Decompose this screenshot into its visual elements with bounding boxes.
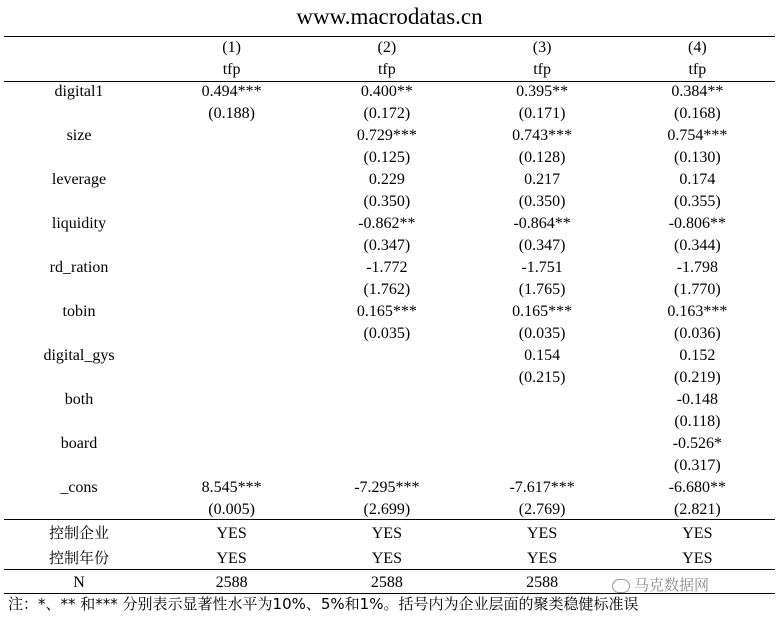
- variable-label: rd_ration: [49, 259, 109, 276]
- coef-value: 0.729***: [356, 127, 417, 144]
- coef-value: 0.395**: [516, 83, 569, 100]
- coef-row: [4, 477, 775, 499]
- coef-value: -0.862**: [358, 215, 416, 232]
- observations-value: 2588: [526, 574, 559, 591]
- coef-row: [4, 433, 775, 455]
- coef-value: -0.864**: [513, 215, 571, 232]
- header-corner: [4, 36, 154, 59]
- se-value: (0.035): [518, 325, 566, 342]
- coef-value: 0.217: [524, 171, 561, 188]
- se-row: [4, 367, 775, 389]
- coef-value: 0.174: [679, 171, 716, 188]
- coef-value: [154, 169, 309, 191]
- coef-value: [154, 345, 309, 367]
- coef-value: -0.806**: [668, 215, 727, 232]
- se-label-blank: [4, 499, 154, 521]
- watermark: [612, 574, 709, 595]
- se-value: [154, 323, 309, 345]
- variable-label: both: [64, 391, 94, 408]
- se-value: (0.215): [518, 369, 566, 386]
- se-row: [4, 411, 775, 433]
- se-value: (0.172): [363, 105, 411, 122]
- control-row: [4, 546, 775, 571]
- header-depvar-row: [4, 59, 775, 81]
- variable-label: tobin: [62, 303, 96, 320]
- controls-body: [4, 521, 775, 571]
- se-row: [4, 235, 775, 257]
- se-value: (0.355): [674, 193, 721, 210]
- se-value: [154, 411, 309, 433]
- variable-label: digital1: [54, 83, 104, 100]
- coef-value: 0.494***: [201, 83, 262, 100]
- control-label: 控制企业: [48, 524, 109, 542]
- control-value: YES: [371, 525, 402, 542]
- coef-value: [154, 257, 309, 279]
- coef-value: [309, 389, 464, 411]
- col-number: (4): [688, 38, 707, 56]
- se-value: [154, 191, 309, 213]
- se-value: (1.765): [518, 281, 566, 298]
- coef-value: 0.754***: [667, 127, 728, 144]
- se-value: [154, 455, 309, 477]
- depvar-label: tfp: [377, 61, 396, 78]
- observations-value: 2588: [370, 574, 403, 591]
- coef-value: [154, 301, 309, 323]
- se-value: (0.035): [363, 325, 411, 342]
- depvar-label: tfp: [222, 61, 241, 78]
- se-label-blank: [4, 103, 154, 125]
- coef-value: -1.772: [366, 259, 408, 276]
- se-value: [309, 455, 464, 477]
- control-value: YES: [216, 525, 247, 542]
- col-number: (1): [222, 38, 241, 56]
- coef-value: 0.384**: [671, 83, 724, 100]
- se-row: [4, 103, 775, 125]
- coef-value: -0.526*: [672, 435, 723, 452]
- coef-value: -1.751: [521, 259, 563, 276]
- coef-row: [4, 301, 775, 323]
- control-value: YES: [371, 550, 402, 567]
- control-value: YES: [682, 525, 713, 542]
- se-row: [4, 499, 775, 521]
- coef-value: [154, 213, 309, 235]
- coef-value: -6.680**: [668, 479, 727, 496]
- coef-row: [4, 213, 775, 235]
- se-value: (0.188): [208, 105, 255, 122]
- page-title: www.macrodatas.cn: [296, 4, 483, 29]
- coef-value: 0.163***: [667, 303, 728, 320]
- control-value: YES: [216, 550, 247, 567]
- coefficient-body: [4, 81, 775, 521]
- depvar-label: tfp: [533, 61, 552, 78]
- se-value: [154, 279, 309, 301]
- coef-value: [465, 433, 620, 455]
- se-label-blank: [4, 235, 154, 257]
- se-value: [309, 411, 464, 433]
- control-row: [4, 521, 775, 546]
- coef-value: 0.743***: [512, 127, 573, 144]
- control-value: YES: [527, 550, 558, 567]
- observations-value: 2588: [215, 574, 248, 591]
- se-value: (0.347): [363, 237, 411, 254]
- coef-value: [309, 433, 464, 455]
- header-number-row: [4, 36, 775, 59]
- coef-row: [4, 169, 775, 191]
- se-label-blank: [4, 411, 154, 433]
- coef-value: [154, 125, 309, 147]
- variable-label: size: [66, 127, 92, 144]
- table-note: 注：*、** 和*** 分别表示显著性水平为10%、5%和1%。括号内为企业层面的聚类稳健标准误: [8, 595, 639, 613]
- observations-label: N: [73, 574, 85, 591]
- se-value: [309, 367, 464, 389]
- variable-label: liquidity: [51, 215, 107, 232]
- coef-value: -7.617***: [509, 479, 575, 496]
- se-value: [154, 147, 309, 169]
- coef-value: 0.400**: [360, 83, 413, 100]
- se-value: [154, 367, 309, 389]
- coef-value: -1.798: [676, 259, 719, 276]
- se-value: (0.317): [674, 457, 721, 474]
- header-corner: [4, 59, 154, 81]
- se-row: [4, 147, 775, 169]
- se-value: (0.350): [518, 193, 566, 210]
- se-value: [154, 235, 309, 257]
- coef-row: [4, 257, 775, 279]
- se-value: (0.168): [674, 105, 721, 122]
- se-value: (1.770): [674, 281, 721, 298]
- control-value: YES: [527, 525, 558, 542]
- se-value: (0.219): [674, 369, 721, 386]
- variable-label: leverage: [51, 171, 107, 188]
- coef-value: 0.229: [368, 171, 405, 188]
- se-label-blank: [4, 279, 154, 301]
- coef-row: [4, 345, 775, 367]
- se-label-blank: [4, 191, 154, 213]
- coef-value: [154, 389, 309, 411]
- se-value: (0.118): [674, 413, 721, 430]
- col-number: (2): [377, 38, 397, 56]
- control-label: 控制年份: [48, 549, 109, 567]
- se-value: (0.125): [363, 149, 411, 166]
- se-value: (0.350): [363, 193, 411, 210]
- variable-label: digital_gys: [43, 347, 115, 364]
- se-row: [4, 323, 775, 345]
- se-value: (2.699): [363, 501, 411, 518]
- se-label-blank: [4, 323, 154, 345]
- coef-value: -7.295***: [354, 479, 420, 496]
- wechat-icon: [612, 579, 630, 593]
- se-value: (2.821): [674, 501, 721, 518]
- se-value: [465, 455, 620, 477]
- se-row: [4, 279, 775, 301]
- coef-row: [4, 389, 775, 411]
- coef-value: 0.165***: [512, 303, 573, 320]
- se-value: [465, 411, 620, 433]
- regression-table: [4, 36, 775, 595]
- se-label-blank: [4, 147, 154, 169]
- se-value: (2.769): [518, 501, 566, 518]
- control-value: YES: [682, 550, 713, 567]
- se-value: (0.128): [518, 149, 566, 166]
- coef-row: [4, 81, 775, 103]
- coef-value: 0.165***: [356, 303, 417, 320]
- se-value: (0.130): [674, 149, 721, 166]
- watermark-text: 马克数据网: [634, 576, 710, 594]
- coef-value: 0.154: [524, 347, 561, 364]
- se-value: (0.347): [518, 237, 566, 254]
- variable-label: board: [60, 435, 98, 452]
- se-value: (0.036): [674, 325, 721, 342]
- se-value: (0.171): [518, 105, 566, 122]
- se-value: (0.005): [208, 501, 255, 518]
- se-label-blank: [4, 455, 154, 477]
- se-row: [4, 455, 775, 477]
- se-value: (1.762): [363, 281, 411, 298]
- variable-label: _cons: [60, 479, 98, 496]
- coef-row: [4, 125, 775, 147]
- coef-value: [309, 345, 464, 367]
- col-number: (3): [532, 38, 552, 56]
- coef-value: 8.545***: [201, 479, 262, 496]
- coef-value: -0.148: [676, 391, 719, 408]
- coef-value: [465, 389, 620, 411]
- depvar-label: tfp: [688, 61, 707, 78]
- se-row: [4, 191, 775, 213]
- coef-value: 0.152: [679, 347, 716, 364]
- se-label-blank: [4, 367, 154, 389]
- se-value: (0.344): [674, 237, 721, 254]
- coef-value: [154, 433, 309, 455]
